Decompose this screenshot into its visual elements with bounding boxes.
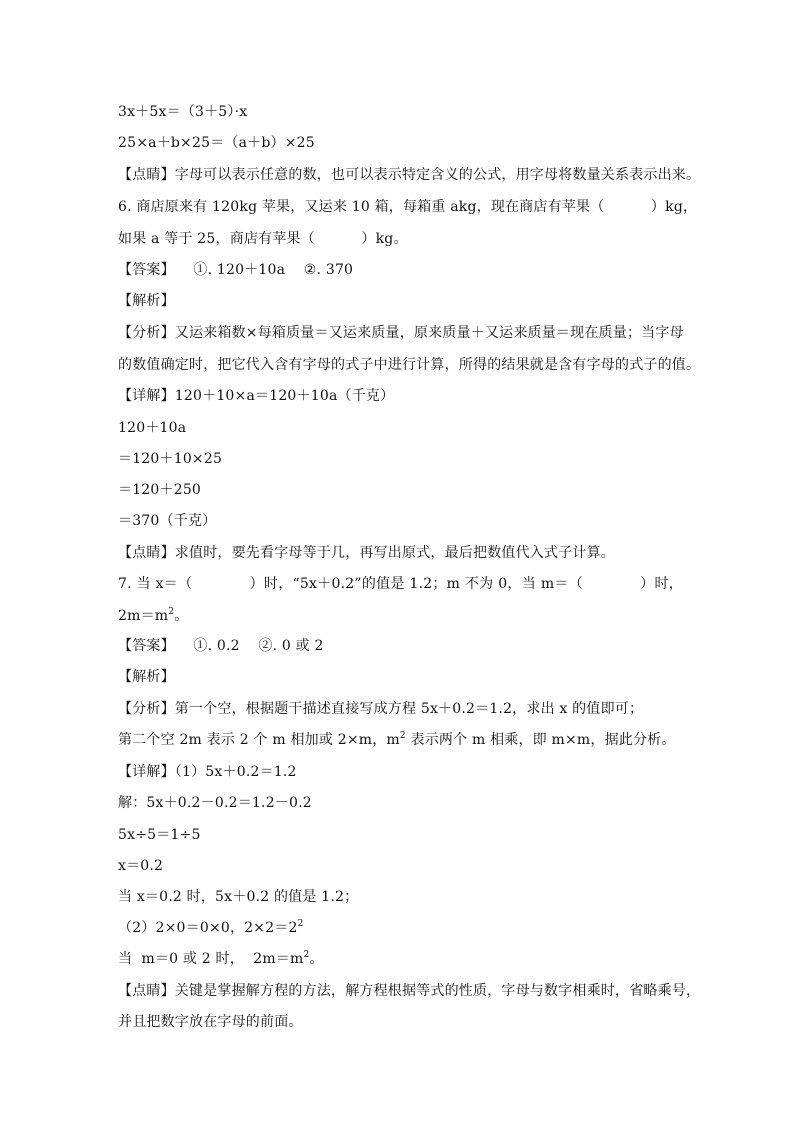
text-line: 【详解】120＋10×a＝120＋10a（千克） bbox=[118, 388, 395, 404]
text-line: 【分析】第一个空，根据题干描述直接写成方程 5x＋0.2＝1.2，求出 x 的值即可； bbox=[118, 701, 644, 717]
text-line: 【点睛】关键是掌握解方程的方法，解方程根据等式的性质，字母与数字相乘时，省略乘号， bbox=[118, 983, 701, 999]
text-line: 【点睛】求值时，要先看字母等于几，再写出原式，最后把数值代入式子计算。 bbox=[118, 545, 615, 561]
text-line: 120＋10a bbox=[118, 420, 187, 436]
text-line: 【点睛】字母可以表示任意的数，也可以表示特定含义的公式，用字母将数量关系表示出来。 bbox=[118, 167, 701, 183]
text-line: 解：5x＋0.2－0.2＝1.2－0.2 bbox=[118, 795, 312, 811]
question-6-line: 6. 商店原来有 120kg 苹果，又运来 10 箱，每箱重 akg，现在商店有苹果（ ）kg， bbox=[118, 199, 698, 215]
text-line: （2）2×0＝0×0，$2\times 2=2^2$ bbox=[118, 919, 304, 936]
section-heading: 【解析】 bbox=[118, 669, 175, 685]
text-line: 如果 a 等于 25，商店有苹果（ ）kg。 bbox=[118, 231, 408, 247]
text-line: 3x＋5x＝（3＋5）·x bbox=[118, 104, 248, 120]
text-line: 并且把数字放在字母的前面。 bbox=[118, 1014, 303, 1030]
text-line: 5x÷5＝1÷5 bbox=[118, 827, 201, 843]
text-line: 的数值确定时，把它代入含有字母的式子中进行计算，所得的结果就是含有字母的式子的值。 bbox=[118, 357, 701, 373]
text-line: ＝120＋250 bbox=[118, 482, 202, 498]
section-heading: 【解析】 bbox=[118, 293, 175, 309]
text-line: 第二个空 2m 表示 2 个 m 相加或 2×m，$m^2$ 表示两个 m 相乘，即 m×m，据此分析。 bbox=[118, 731, 676, 748]
answer-line: 【答案】 ①. 120＋10a ②. 370 bbox=[118, 262, 354, 278]
text-line: $2m=m^2$。 bbox=[118, 607, 189, 624]
question-7-line: 7. 当 x＝（ ）时，“5x＋0.2”的值是 1.2；m 不为 0，当 m＝（ ）时， bbox=[118, 576, 683, 592]
text-line: 25×a＋b×25＝（a＋b）×25 bbox=[118, 135, 315, 151]
text-line: 【分析】又运来箱数×每箱质量＝又运来质量，原来质量＋又运来质量＝现在质量；当字母 bbox=[118, 325, 684, 341]
text-line: ＝120＋10×25 bbox=[118, 451, 223, 467]
text-line: 当 x＝0.2 时，5x＋0.2 的值是 1.2； bbox=[118, 889, 359, 905]
text-line: 【详解】（1）5x＋0.2＝1.2 bbox=[118, 764, 297, 780]
text-line: x＝0.2 bbox=[118, 858, 164, 874]
text-line: 当 m＝0 或 2 时， $2m=m^2$。 bbox=[118, 950, 324, 967]
text-line: ＝370（千克） bbox=[118, 513, 217, 529]
answer-line: 【答案】 ①. 0.2 ②. 0 或 2 bbox=[118, 638, 324, 654]
